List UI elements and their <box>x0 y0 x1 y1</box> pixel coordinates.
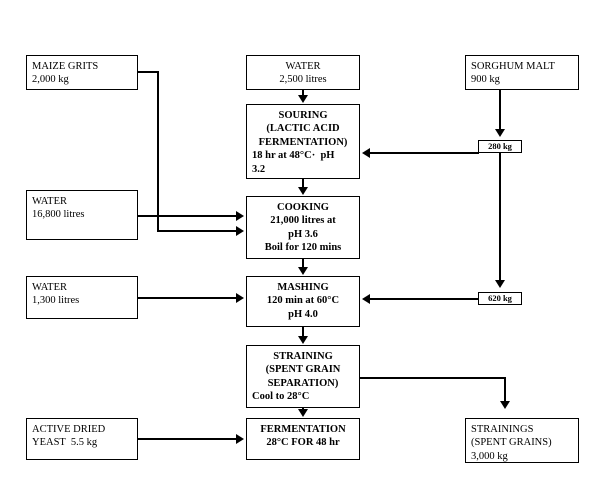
arrowhead-cooking-mashing <box>298 267 308 275</box>
water-16800-line-1: WATER <box>32 196 67 207</box>
water-1300-litres-box <box>26 276 138 319</box>
strainings-line-2: (SPENT GRAINS) <box>471 437 552 449</box>
strainings-line-1: STRAININGS <box>471 424 534 435</box>
cooking-line-2: 21,000 litres at <box>270 215 336 227</box>
souring-line-4: 18 hr at 48°C· pH <box>252 150 335 162</box>
arrowhead-straining-strainings <box>500 401 510 409</box>
active-dried-yeast-box <box>26 418 138 460</box>
souring-step-box <box>246 104 360 179</box>
water-2500-line-1: WATER <box>285 61 321 72</box>
strainings-output-box <box>465 418 579 463</box>
mashing-line-2: 120 min at 60°C <box>266 295 340 307</box>
malt-split-280kg-label: 280 kg <box>478 140 522 153</box>
connector-water1300-mashing <box>138 297 237 299</box>
water-1300-line-1: WATER <box>32 282 67 293</box>
connector-malt-280kg <box>499 90 501 130</box>
cooking-line-3: pH 3.6 <box>288 228 318 240</box>
arrowhead-malt-620kg <box>495 280 505 288</box>
arrowhead-yeast-fermentation <box>236 434 244 444</box>
mashing-step-box <box>246 276 360 327</box>
malt-split-620kg-label: 620 kg <box>478 292 522 305</box>
arrowhead-water2500-souring <box>298 95 308 103</box>
cooking-line-4: Boil for 120 mins <box>264 242 342 254</box>
connector-water16800-cooking <box>138 215 237 217</box>
arrowhead-280kg-souring <box>362 148 370 158</box>
arrowhead-maize-cooking <box>236 226 244 236</box>
straining-line-4: Cool to 28°C <box>252 391 310 403</box>
water-2500-litres-box <box>246 55 360 90</box>
souring-line-3: FERMENTATION) <box>258 136 348 148</box>
sorghum-malt-line-2: 900 kg <box>471 74 500 86</box>
fermentation-line-1: FERMENTATION <box>260 424 346 435</box>
fermentation-line-2: 28°C FOR 48 hr <box>266 437 340 449</box>
souring-line-5: 3.2 <box>252 163 266 175</box>
strainings-line-3: 3,000 kg <box>471 450 508 462</box>
souring-line-2: (LACTIC ACID <box>266 123 340 135</box>
mashing-line-1: MASHING <box>277 282 329 293</box>
sorghum-malt-box <box>465 55 579 90</box>
arrowhead-mashing-straining <box>298 336 308 344</box>
connector-straining-strainings-h <box>360 377 505 379</box>
water-16800-litres-box <box>26 190 138 240</box>
connector-maize-segment-h2 <box>157 230 237 232</box>
connector-malt-620kg <box>499 153 501 281</box>
yeast-line-1: ACTIVE DRIED <box>32 424 106 435</box>
cooking-step-box <box>246 196 360 259</box>
connector-maize-segment-h1 <box>138 71 158 73</box>
fermentation-step-box <box>246 418 360 460</box>
water-2500-line-2: 2,500 litres <box>279 74 327 86</box>
arrowhead-620kg-mashing <box>362 294 370 304</box>
straining-line-2: (SPENT GRAIN <box>265 364 341 376</box>
arrowhead-straining-fermentation <box>298 409 308 417</box>
water-16800-line-2: 16,800 litres <box>32 209 85 221</box>
souring-line-1: SOURING <box>278 110 328 121</box>
mashing-line-3: pH 4.0 <box>288 308 318 320</box>
connector-620kg-mashing <box>369 298 479 300</box>
maize-grits-line-1: MAIZE GRITS <box>32 61 99 72</box>
straining-line-1: STRAINING <box>273 351 333 362</box>
connector-straining-strainings-v <box>504 377 506 403</box>
arrowhead-water16800-cooking <box>236 211 244 221</box>
water-1300-line-2: 1,300 litres <box>32 295 80 307</box>
cooking-line-1: COOKING <box>277 202 329 213</box>
connector-280kg-souring <box>369 152 479 154</box>
arrowhead-souring-cooking <box>298 187 308 195</box>
arrowhead-malt-280kg <box>495 129 505 137</box>
sorghum-malt-line-1: SORGHUM MALT <box>471 61 555 72</box>
maize-grits-box <box>26 55 138 90</box>
yeast-line-2: YEAST 5.5 kg <box>32 437 98 449</box>
maize-grits-line-2: 2,000 kg <box>32 74 69 86</box>
connector-maize-segment-v <box>157 71 159 231</box>
connector-yeast-fermentation <box>138 438 237 440</box>
arrowhead-water1300-mashing <box>236 293 244 303</box>
straining-step-box <box>246 345 360 408</box>
straining-line-3: SEPARATION) <box>267 377 339 389</box>
